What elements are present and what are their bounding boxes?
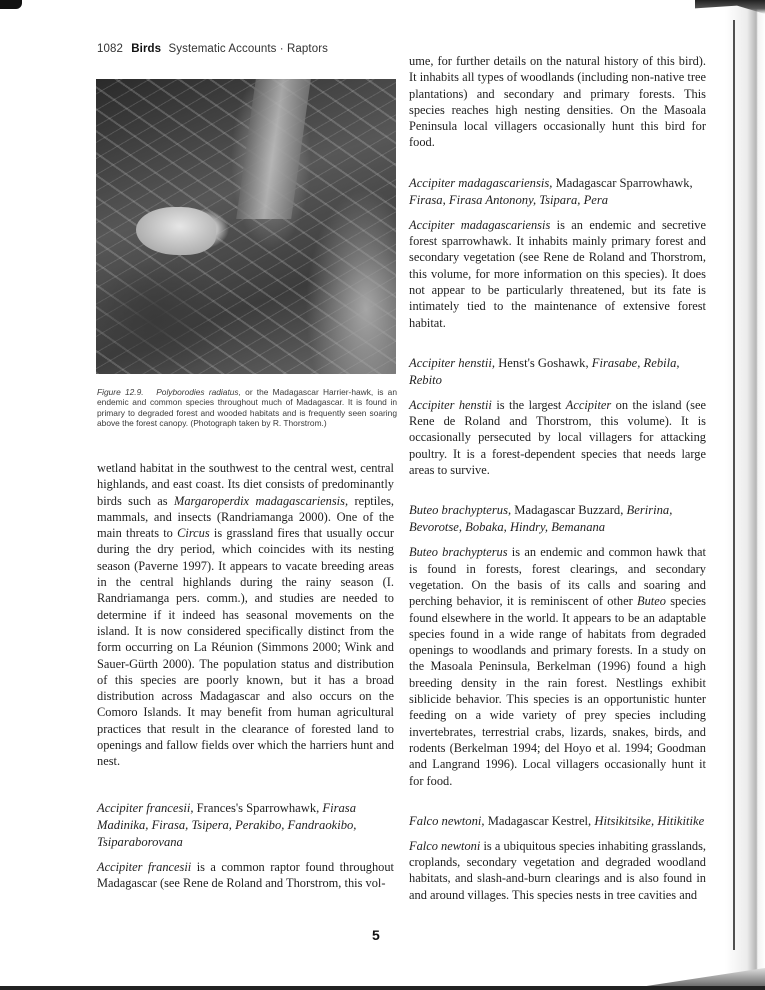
- scan-corner-shadow: [0, 0, 22, 9]
- species-heading: Falco newtoni, Madagascar Kestrel, Hitsikitsike, Hitikitike: [409, 813, 705, 828]
- species-account-accipiter-henstii: [409, 355, 706, 478]
- species-body: Accipiter francesii is a common raptor found throughout Madagascar (see Rene de Roland and Thorstrom, this vol-: [97, 859, 394, 890]
- tree-trunk-shape: [236, 79, 311, 219]
- scan-bottom-border: [0, 986, 765, 990]
- species-body: Falco newtoni is a ubiquitous species inhabiting grasslands, croplands, secondary vegetation and degraded woodland habitats, and slash-and-burn clearings and is also found in and around villages. This species nests in tree cavities and: [409, 838, 707, 902]
- species-body: Accipiter madagascariensis is an endemic and secretive forest sparrowhawk. It inhabits mainly primary forest and secondary vegetation (see Rene de Roland and Thorstrom, this volume, for more information on this species). It does not appear to be particularly threatened, but its fate is intimately tied to the maintenance of extensive forest habitat.: [409, 217, 706, 330]
- species-account-falco-newtoni: [409, 813, 706, 903]
- species-body: Accipiter henstii is the largest Accipiter on the island (see Rene de Roland and Thorstrom, this volume). It is occasionally persecuted by local villagers for attacking poultry. It is a forest-dependent species that needs large areas to survive.: [409, 397, 706, 478]
- section-title: Birds: [131, 43, 162, 55]
- species-account-accipiter-madagascariensis: [409, 175, 706, 331]
- book-gutter-line: [733, 20, 735, 950]
- caption-species: Polyborodies radiatus,: [156, 387, 241, 397]
- continued-paragraph: wetland habitat in the southwest to the central west, central highlands, and east coast. Its diet consists of predominantly birds such as Margaroperdix madagascariensis, reptiles, mammals, and insects (Randriamanga 2000). One of the main threats to Circus is grassland fires that usually occur during the dry period, which coincides with its nesting season (Paverne 1997). It appears to vacate breeding areas in the central highlands during the rainy season (I. Randriamanga pers. comm.), and studies are needed to determine if it indeed has seasonal movements on the island. It is now considered specifically distinct from the form occurring on La Réunion (Simmons 2000; Wink and Sauer-Gürth 2000). The population status and distribution of this species are poorly known, but it has a broad distribution across Madagascar and also occurs on the Comoro Islands. It may benefit from human agricultural practices that result in the clearance of forested land to openings and fallow fields over which the harriers hunt and nest.: [97, 461, 395, 769]
- caption-text: or the Madagascar Harrier-hawk, is an endemic and common species throughout much of Madagascar. It is found in primary to degraded forest and wooded habitats and is frequently seen soaring above the forest canopy. (Photograph taken by R. Thorstrom.): [97, 387, 397, 429]
- harrier-hawk-photo: [96, 79, 396, 374]
- book-binding-shadow: [725, 0, 765, 990]
- continued-paragraph: ume, for further details on the natural history of this bird). It inhabits all types of woodlands (including non-native tree plantations) and secondary and primary forests. This species reaches high nesting densities. On the Masoala Peninsula local villagers occasionally hunt this bird for food.: [409, 54, 706, 150]
- running-head: [97, 43, 328, 55]
- figure-label: Figure 12.9.: [97, 387, 144, 397]
- species-heading: Buteo brachypterus, Madagascar Buzzard, Beririna, Bevorotse, Bobaka, Hindry, Bemanana: [409, 503, 673, 535]
- figure-caption: [97, 387, 397, 429]
- species-heading: Accipiter francesii, Frances's Sparrowhawk, Firasa Madinika, Firasa, Tsipera, Perakibo, Fandraokibo, Tsiparaborovana: [97, 800, 357, 849]
- right-column: [409, 53, 706, 903]
- section-subtitle: Systematic Accounts · Raptors: [168, 43, 328, 55]
- species-body: Buteo brachypterus is an endemic and common hawk that is found in forests, forest clearings, and secondary vegetation. On the basis of its calls and soaring and perching behavior, it is reminiscent of other Buteo species found elsewhere in the world. It appears to be an adaptable species found in a wide range of habitats from degraded openings to woodlands and primary forests. In a study on the Masoala Peninsula, Berkelman (1996) found a high breeding density in the rain forest. Nestlings exhibit siblicide behavior. This species is an opportunistic hunter feeding on a wide variety of prey species including invertebrates, terrestrial crabs, lizards, snakes, birds, and rodents (Berkelman 1994; del Hoyo et al. 1994; Goodman and Langrand 1996). Local villagers occasionally hunt it for food.: [409, 545, 706, 788]
- species-account-buteo-brachypterus: [409, 502, 706, 788]
- species-heading: Accipiter madagascariensis, Madagascar Sparrowhawk, Firasa, Firasa Antonony, Tsipara, Pera: [409, 175, 693, 207]
- species-heading: Accipiter henstii, Henst's Goshawk, Firasabe, Rebila, Rebito: [409, 355, 680, 387]
- left-column: [97, 460, 394, 891]
- page-number: 1082: [97, 43, 123, 55]
- species-account-accipiter-francesii: [97, 800, 394, 892]
- bird-shape: [136, 207, 216, 255]
- folio-number: 5: [372, 927, 380, 943]
